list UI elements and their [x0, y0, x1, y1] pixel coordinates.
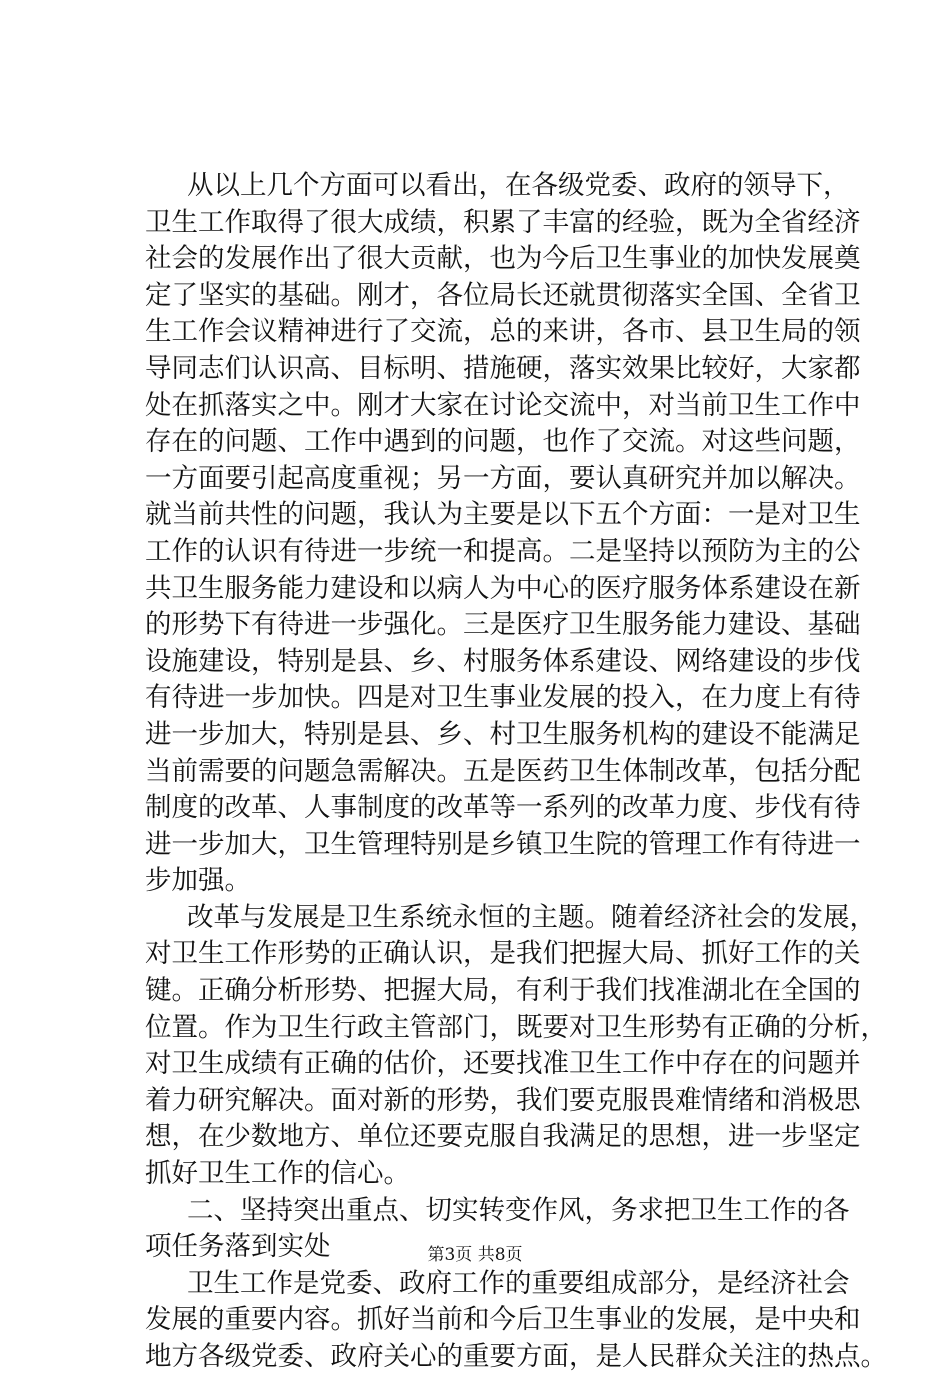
paragraph-2-line: 抓好卫生工作的信心。 — [145, 1158, 410, 1190]
paragraph-1-line: 社会的发展作出了很大贡献，也为今后卫生事业的加快发展奠 — [145, 243, 861, 275]
paragraph-3-line: 卫生工作是党委、政府工作的重要组成部分，是经济社会 — [187, 1267, 850, 1299]
paragraph-2-line: 着力研究解决。面对新的形势，我们要克服畏难情绪和消极思 — [145, 1084, 861, 1116]
paragraph-1-line: 就当前共性的问题，我认为主要是以下五个方面：一是对卫生 — [145, 499, 861, 531]
paragraph-2-line: 位置。作为卫生行政主管部门，既要对卫生形势有正确的分析， — [145, 1011, 887, 1043]
paragraph-1-line: 卫生工作取得了很大成绩，积累了丰富的经验，既为全省经济 — [145, 206, 861, 238]
page-number-label: 第3页 共8页 — [427, 1245, 523, 1265]
paragraph-1-line: 当前需要的问题急需解决。五是医药卫生体制改革，包括分配 — [145, 755, 861, 787]
paragraph-1-line: 共卫生服务能力建设和以病人为中心的医疗服务体系建设在新 — [145, 572, 861, 604]
paragraph-1-line: 进一步加大，卫生管理特别是乡镇卫生院的管理工作有待进一 — [145, 828, 861, 860]
page-footer — [0, 1244, 950, 1266]
paragraph-2-line: 对卫生成绩有正确的估价，还要找准卫生工作中存在的问题并 — [145, 1048, 861, 1080]
paragraph-1-line: 进一步加大，特别是县、乡、村卫生服务机构的建设不能满足 — [145, 718, 861, 750]
paragraph-1-line: 存在的问题、工作中遇到的问题，也作了交流。对这些问题， — [145, 426, 861, 458]
paragraph-2-line: 对卫生工作形势的正确认识，是我们把握大局、抓好工作的关 — [145, 938, 861, 970]
paragraph-2-line: 键。正确分析形势、把握大局，有利于我们找准湖北在全国的 — [145, 975, 861, 1007]
paragraph-1-line: 步加强。 — [145, 865, 251, 897]
paragraph-1-line: 从以上几个方面可以看出，在各级党委、政府的领导下， — [187, 170, 850, 201]
paragraph-1-line: 的形势下有待进一步强化。三是医疗卫生服务能力建设、基础 — [145, 609, 861, 641]
paragraph-1-line: 处在抓落实之中。刚才大家在讨论交流中，对当前卫生工作中 — [145, 389, 861, 421]
paragraph-1-line: 制度的改革、人事制度的改革等一系列的改革力度、步伐有待 — [145, 792, 861, 824]
paragraph-2-line: 想，在少数地方、单位还要克服自我满足的思想，进一步坚定 — [145, 1121, 861, 1153]
section-heading-line: 二、坚持突出重点、切实转变作风，务求把卫生工作的各 — [187, 1194, 850, 1226]
paragraph-3-line: 发展的重要内容。抓好当前和今后卫生事业的发展，是中央和 — [145, 1304, 861, 1336]
paragraph-1-line: 工作的认识有待进一步统一和提高。二是坚持以预防为主的公 — [145, 535, 861, 567]
body-text — [145, 168, 887, 1376]
paragraph-2-line: 改革与发展是卫生系统永恒的主题。随着经济社会的发展， — [187, 901, 876, 933]
paragraph-1-line: 定了坚实的基础。刚才，各位局长还就贯彻落实全国、全省卫 — [145, 279, 861, 311]
section-heading-line: 项任务落到实处 — [145, 1231, 331, 1263]
paragraph-1-line: 生工作会议精神进行了交流，总的来讲，各市、县卫生局的领 — [145, 316, 861, 348]
paragraph-1-line: 导同志们认识高、目标明、措施硬，落实效果比较好，大家都 — [145, 352, 861, 384]
paragraph-1-line: 设施建设，特别是县、乡、村服务体系建设、网络建设的步伐 — [145, 645, 861, 677]
paragraph-3-line: 地方各级党委、政府关心的重要方面，是人民群众关注的热点。 — [145, 1341, 887, 1372]
paragraph-1-line: 有待进一步加快。四是对卫生事业发展的投入，在力度上有待 — [145, 682, 861, 714]
paragraph-1-line: 一方面要引起高度重视；另一方面，要认真研究并加以解决。 — [145, 462, 861, 494]
